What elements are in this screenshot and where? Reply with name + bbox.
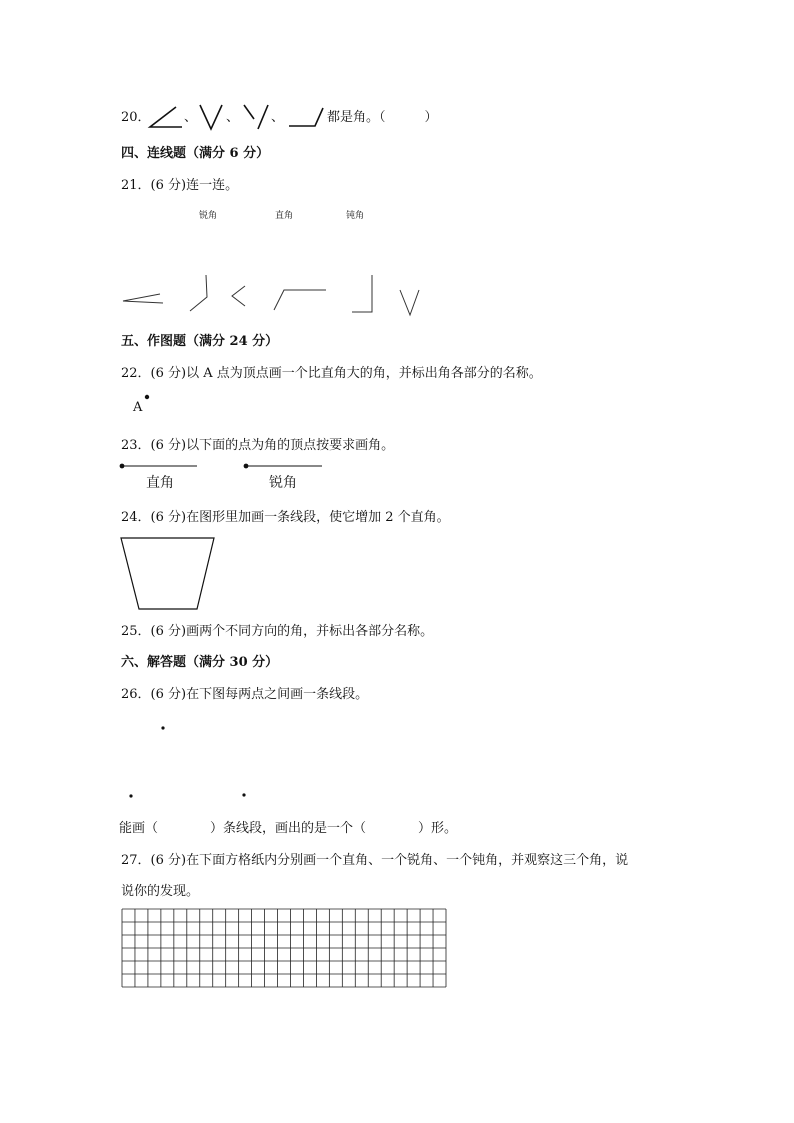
- q20-angle-2: [198, 103, 226, 131]
- section-5-title: 五、作图题（满分 24 分）: [121, 334, 279, 349]
- q24-text: 24．(6 分)在图形里加画一条线段，使它增加 2 个直角。: [121, 510, 450, 525]
- q21-label-obtuse: 钝角: [346, 211, 365, 221]
- q21-angle-shapes: [118, 270, 428, 320]
- q21-shape-4: [274, 290, 326, 310]
- q22-point-label: A: [133, 400, 143, 415]
- q21-shape-5: [352, 275, 372, 312]
- q20-separator-3: 、: [271, 110, 285, 125]
- q20-angle-3: [242, 103, 272, 131]
- q22-point-a: [143, 393, 151, 401]
- q21-shape-2: [190, 275, 207, 311]
- q21-shape-1: [123, 294, 163, 303]
- q23-text: 23．(6 分)以下面的点为角的顶点按要求画角。: [121, 438, 395, 453]
- q27-text-line-1: 27．(6 分)在下面方格纸内分别画一个直角、一个锐角、一个钝角，并观察这三个角，说: [121, 853, 629, 868]
- q21-text: 21．(6 分)连一连。: [121, 178, 239, 193]
- q23-rays: [117, 461, 327, 471]
- q22-text: 22．(6 分)以 A 点为顶点画一个比直角大的角，并标出角各部分的名称。: [121, 366, 542, 381]
- q27-grid-paper[interactable]: [121, 908, 447, 992]
- q27-text-line-2: 说你的发现。: [121, 884, 200, 899]
- q25-text: 25．(6 分)画两个不同方向的角，并标出各部分名称。: [121, 624, 434, 639]
- q21-shape-3: [232, 286, 245, 306]
- q21-shape-6: [400, 290, 419, 315]
- q21-label-right: 直角: [275, 211, 294, 221]
- section-6-title: 六、解答题（满分 30 分）: [121, 655, 279, 670]
- q20-separator-2: 、: [226, 110, 240, 125]
- q20-angle-4: [287, 104, 327, 128]
- q20-number: 20．: [121, 110, 151, 125]
- q24-trapezoid: [118, 535, 218, 613]
- q26-answer-line: 能画（ ）条线段，画出的是一个（ ）形。: [119, 821, 458, 836]
- q26-points: [125, 722, 250, 802]
- q21-label-acute: 锐角: [199, 211, 218, 221]
- q20-separator-1: 、: [184, 110, 198, 125]
- q20-angle-1: [148, 105, 184, 129]
- q20-tail-text: 都是角。（ ）: [327, 110, 438, 125]
- q26-text: 26．(6 分)在下图每两点之间画一条线段。: [121, 687, 369, 702]
- section-4-title: 四、连线题（满分 6 分）: [121, 146, 270, 161]
- q23-label-right-angle: 直角: [146, 475, 174, 491]
- q23-label-acute-angle: 锐角: [269, 475, 297, 491]
